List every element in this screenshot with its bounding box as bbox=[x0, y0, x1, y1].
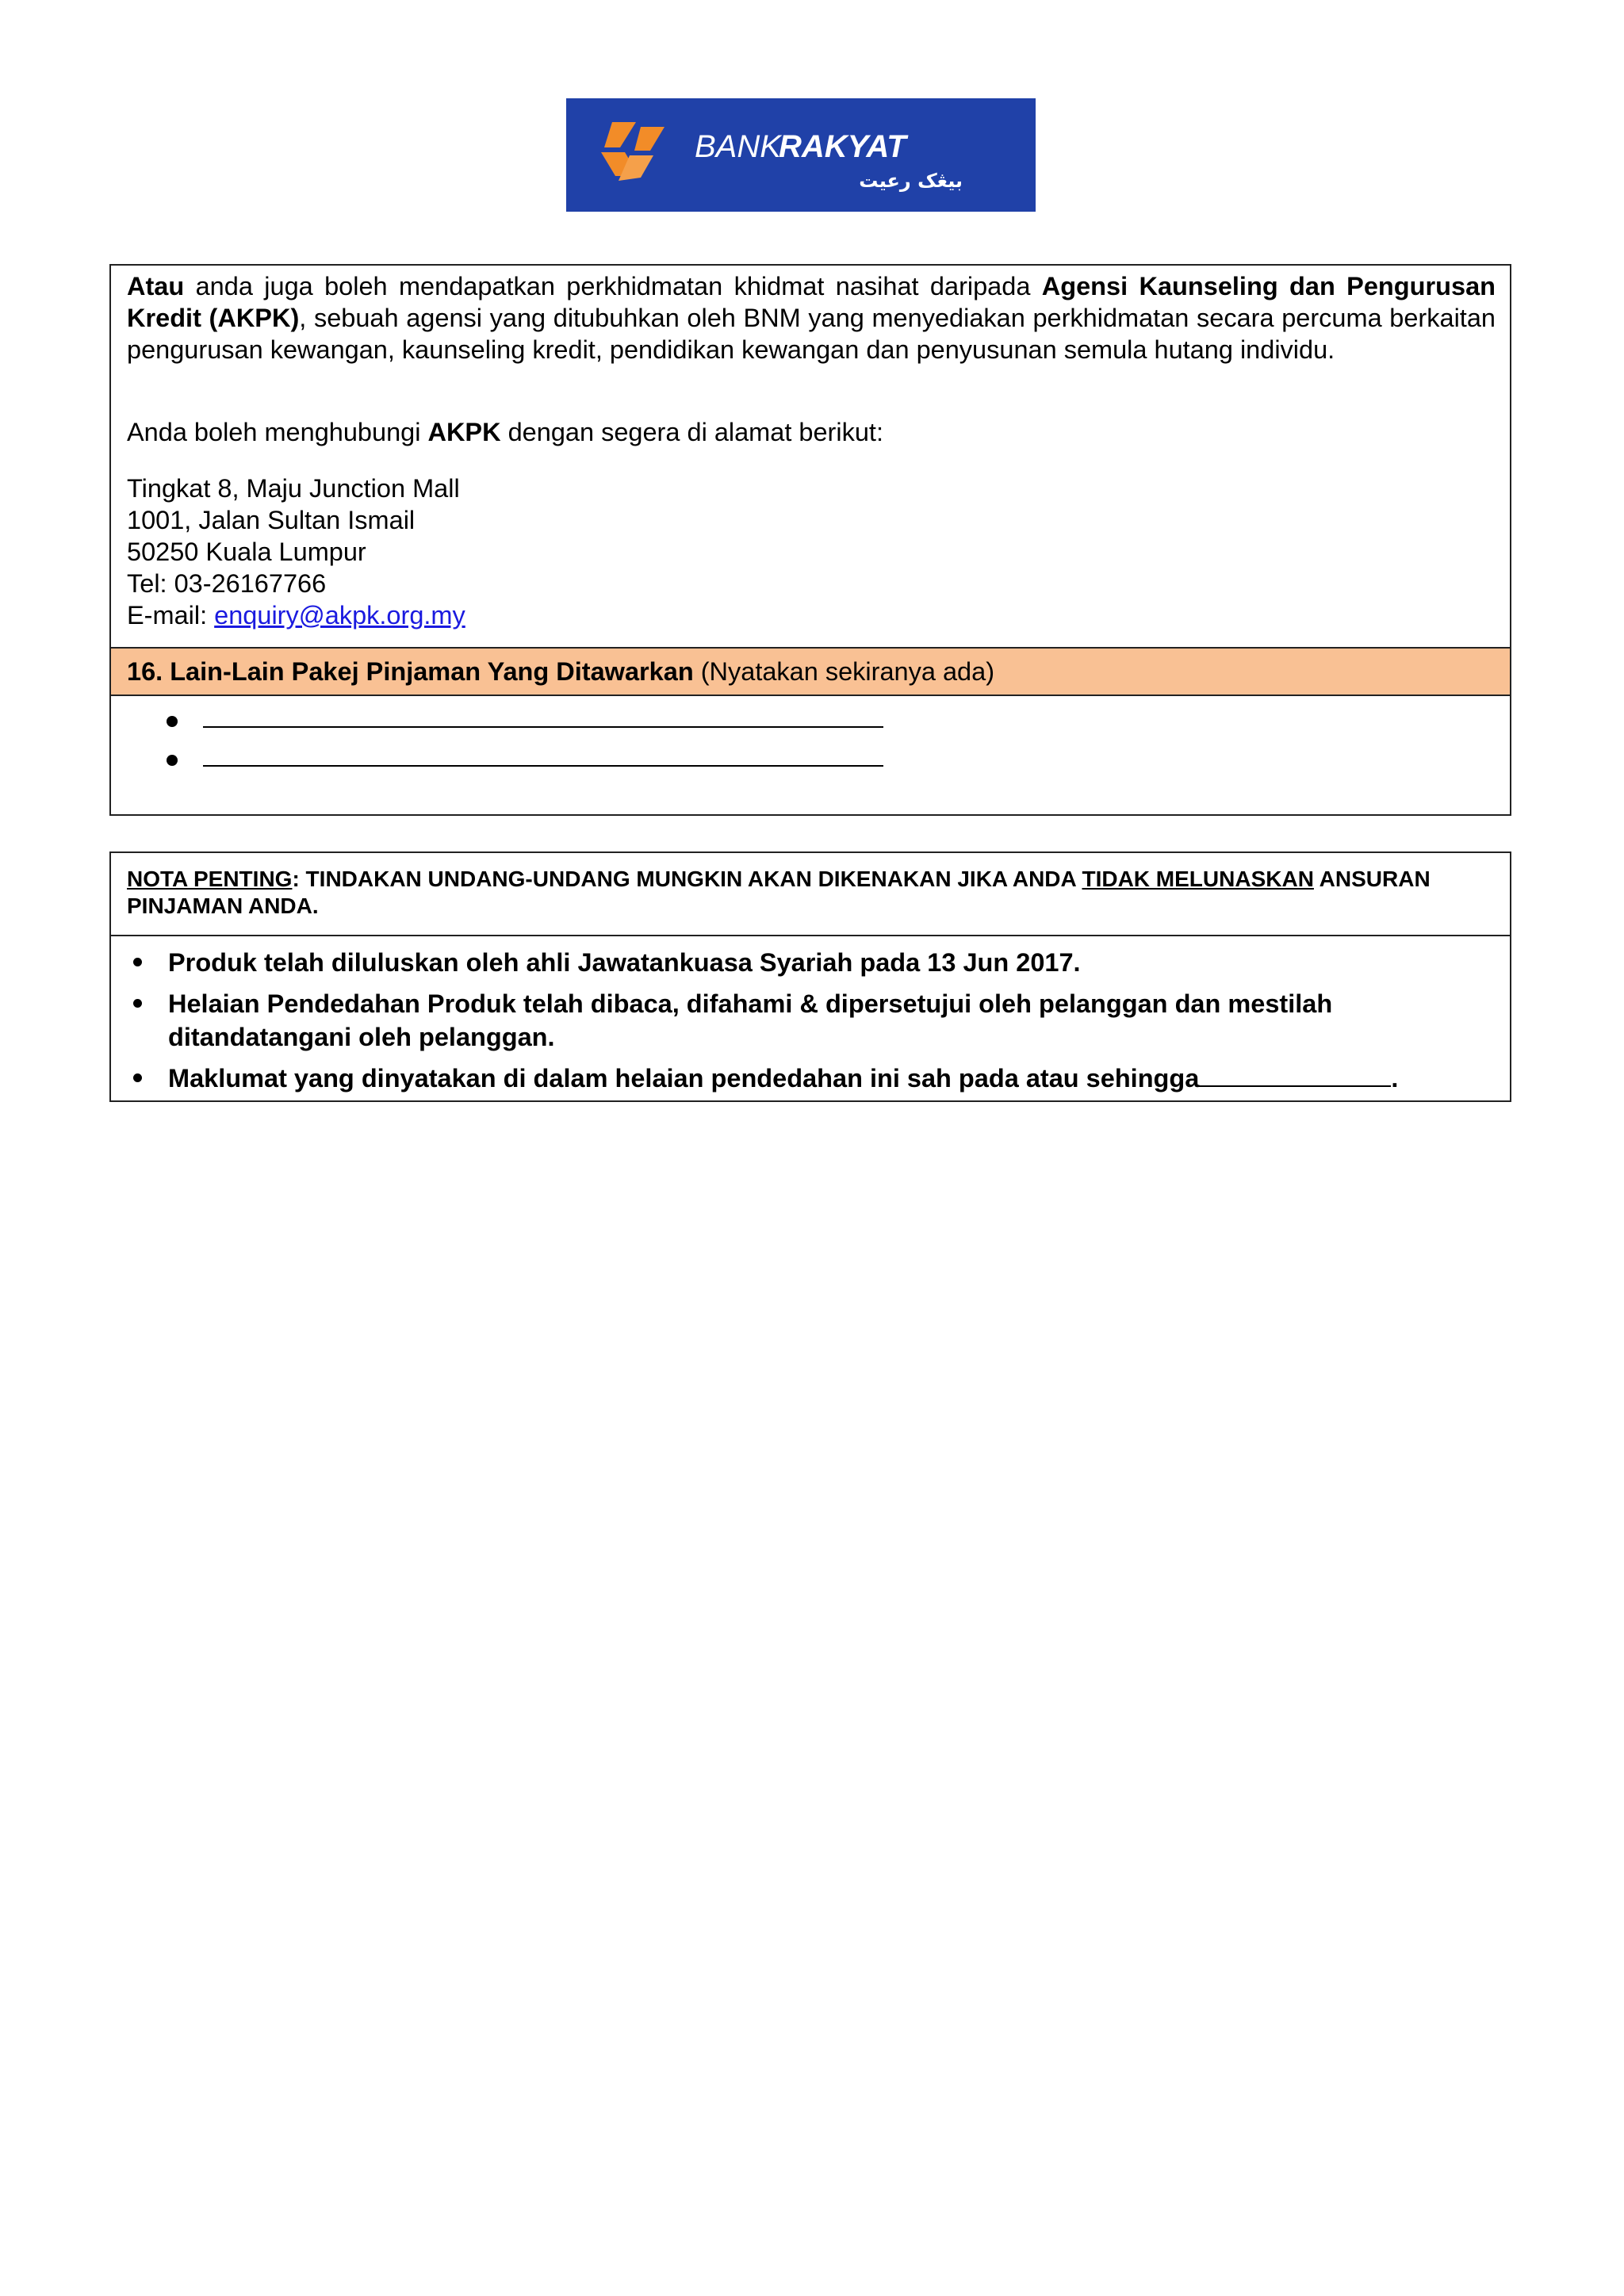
email-label: E-mail: bbox=[127, 601, 215, 629]
contact-post: dengan segera di alamat berikut: bbox=[500, 418, 883, 446]
section-16-title-note: (Nyatakan sekiranya ada) bbox=[693, 657, 995, 686]
section-16-header bbox=[111, 647, 1510, 696]
nota-penting-heading bbox=[127, 866, 1494, 920]
bank-rakyat-logo bbox=[566, 98, 1036, 212]
section-16-title-bold: 16. Lain-Lain Pakej Pinjaman Yang Ditawarkan bbox=[127, 657, 694, 686]
logo-rakyat-text: RAKYAT bbox=[779, 129, 906, 164]
address-line-1: Tingkat 8, Maju Junction Mall bbox=[127, 474, 460, 503]
contact-pre: Anda boleh menghubungi bbox=[127, 418, 428, 446]
section-16-title bbox=[127, 655, 994, 688]
akpk-intro-paragraph bbox=[127, 270, 1496, 365]
bullet-icon bbox=[133, 958, 142, 966]
contact-bold: AKPK bbox=[427, 418, 501, 446]
nota-text-2: ANSURAN PINJAMAN ANDA. bbox=[127, 867, 1431, 918]
bullet-icon bbox=[133, 999, 142, 1008]
intro-lead: Atau bbox=[127, 272, 185, 300]
bullet-icon bbox=[167, 716, 178, 727]
other-package-blank-1[interactable] bbox=[167, 716, 880, 740]
logo-jawi-text: بيڠک رعيت bbox=[859, 170, 963, 192]
address-line-2: 1001, Jalan Sultan Ismail bbox=[127, 506, 416, 534]
nota-penting-box bbox=[109, 851, 1511, 1102]
email-link[interactable]: enquiry@akpk.org.my bbox=[214, 601, 465, 629]
nota-item-2: Helaian Pendedahan Produk telah dibaca, difahami & dipersetujui oleh pelanggan dan mestilah ditandatangani oleh pelanggan. bbox=[168, 989, 1333, 1051]
akpk-address bbox=[127, 473, 465, 631]
address-tel: Tel: 03-26167766 bbox=[127, 569, 327, 598]
validity-date-blank[interactable] bbox=[1199, 1062, 1391, 1087]
other-package-blank-2[interactable] bbox=[167, 755, 880, 779]
nota-underlined: TIDAK MELUNASKAN bbox=[1082, 867, 1314, 891]
address-email-row bbox=[127, 599, 465, 631]
agency-name: Agensi Kaunseling dan Pengurusan Kredit (AKPK) bbox=[127, 272, 1496, 332]
nota-item-1: Produk telah diluluskan oleh ahli Jawatankuasa Syariah pada 13 Jun 2017. bbox=[168, 948, 1081, 977]
nota-divider bbox=[111, 935, 1510, 936]
nota-item-3: Maklumat yang dinyatakan di dalam helaian pendedahan ini sah pada atau sehingga bbox=[168, 1064, 1200, 1093]
address-line-3: 50250 Kuala Lumpur bbox=[127, 538, 366, 566]
akpk-contact-line bbox=[127, 416, 883, 448]
nota-list bbox=[111, 946, 1478, 1103]
nota-text-1: : TINDAKAN UNDANG-UNDANG MUNGKIN AKAN DIKENAKAN JIKA ANDA bbox=[292, 867, 1082, 891]
logo-bank-text: BANK bbox=[695, 129, 781, 164]
bullet-icon bbox=[133, 1073, 142, 1082]
intro-part1: anda juga boleh mendapatkan perkhidmatan khidmat nasihat daripada bbox=[184, 272, 1042, 300]
list-item bbox=[111, 1062, 1478, 1095]
intro-part2: , sebuah agensi yang ditubuhkan oleh BNM yang menyediakan perkhidmatan secara percuma berkaitan pengurusan kewangan, kaunseling kredit, pendidikan kewangan dan penyusunan semula hutang individu. bbox=[127, 304, 1496, 364]
nota-item-3-end: . bbox=[1391, 1064, 1399, 1093]
bank-rakyat-emblem-icon bbox=[566, 98, 1036, 212]
akpk-info-box bbox=[109, 264, 1511, 816]
list-item bbox=[111, 987, 1478, 1054]
nota-label: NOTA PENTING bbox=[127, 867, 293, 891]
list-item bbox=[111, 946, 1478, 979]
bullet-icon bbox=[167, 755, 178, 766]
blank-line bbox=[203, 726, 883, 728]
blank-line bbox=[203, 765, 883, 767]
